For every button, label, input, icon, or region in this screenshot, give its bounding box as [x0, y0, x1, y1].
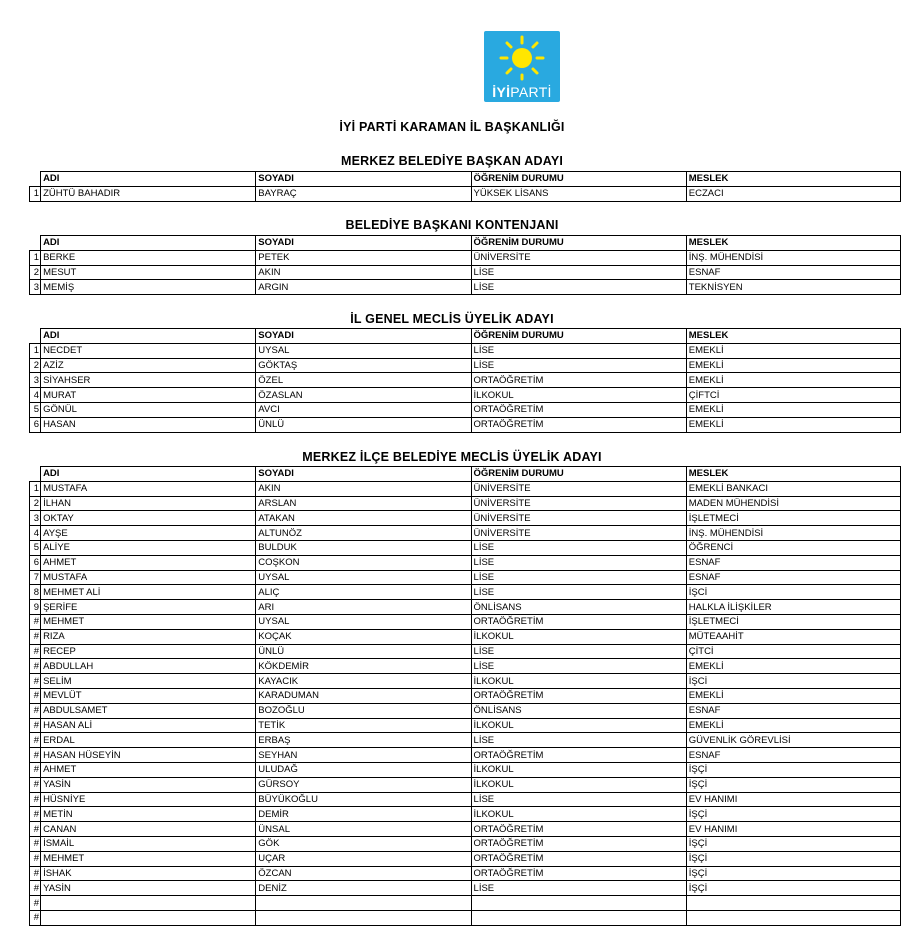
cell-occupation: GÜVENLİK GÖREVLİSİ [686, 733, 900, 748]
cell-occupation: İŞÇİ [686, 807, 900, 822]
row-number: # [30, 748, 41, 763]
cell-education: LİSE [471, 585, 686, 600]
section-title-municipal-council: MERKEZ İLÇE BELEDİYE MECLİS ÜYELİK ADAYI [302, 450, 602, 464]
cell-education: LİSE [471, 555, 686, 570]
table-row [30, 585, 901, 600]
cell-education: ORTAÖĞRETİM [471, 402, 686, 417]
table-row [30, 777, 901, 792]
candidate-table-provincial-council [29, 328, 901, 433]
column-header-occupation: MESLEK [686, 236, 900, 251]
row-number: # [30, 910, 41, 925]
cell-occupation: EMEKLİ [686, 688, 900, 703]
cell-name: METİN [41, 807, 256, 822]
table-row [30, 703, 901, 718]
cell-occupation: İŞÇİ [686, 866, 900, 881]
cell-occupation: ÇİFTCİ [686, 388, 900, 403]
row-number: # [30, 896, 41, 911]
cell-name: MEMİŞ [41, 280, 256, 295]
cell-education: İLKOKUL [471, 807, 686, 822]
row-number: 2 [30, 265, 41, 280]
cell-education: LİSE [471, 881, 686, 896]
row-number: # [30, 718, 41, 733]
row-number: # [30, 659, 41, 674]
cell-education: ORTAÖĞRETİM [471, 851, 686, 866]
cell-occupation: EMEKLİ [686, 417, 900, 432]
cell-education: LİSE [471, 540, 686, 555]
column-header-name: ADI [41, 467, 256, 482]
cell-occupation: MADEN MÜHENDİSİ [686, 496, 900, 511]
cell-surname: ERBAŞ [256, 733, 471, 748]
table-row [30, 644, 901, 659]
cell-name: CANAN [41, 822, 256, 837]
table-row [30, 748, 901, 763]
cell-education: ÖNLİSANS [471, 600, 686, 615]
cell-education: ÜNİVERSİTE [471, 526, 686, 541]
cell-education: LİSE [471, 792, 686, 807]
cell-surname: ARI [256, 600, 471, 615]
row-number: 3 [30, 373, 41, 388]
table-row [30, 511, 901, 526]
cell-education: LİSE [471, 733, 686, 748]
row-number: 3 [30, 511, 41, 526]
cell-name: HASAN HÜSEYİN [41, 748, 256, 763]
row-number-header [30, 329, 41, 344]
cell-occupation: İNŞ. MÜHENDİSİ [686, 526, 900, 541]
column-header-surname: SOYADI [256, 172, 471, 187]
table-row [30, 762, 901, 777]
cell-education: İLKOKUL [471, 629, 686, 644]
row-number: # [30, 822, 41, 837]
row-number: 6 [30, 417, 41, 432]
cell-occupation: İŞÇİ [686, 851, 900, 866]
row-number: # [30, 703, 41, 718]
table-row [30, 265, 901, 280]
cell-education: İLKOKUL [471, 762, 686, 777]
cell-surname: ÜNSAL [256, 822, 471, 837]
table-row [30, 718, 901, 733]
table-row [30, 733, 901, 748]
cell-occupation: EV HANIMI [686, 792, 900, 807]
cell-surname: ÖZASLAN [256, 388, 471, 403]
cell-name: MUSTAFA [41, 570, 256, 585]
table-header-row [30, 467, 901, 482]
table-row [30, 555, 901, 570]
cell-occupation [686, 896, 900, 911]
cell-name: ALİYE [41, 540, 256, 555]
cell-occupation: TEKNİSYEN [686, 280, 900, 295]
column-header-name: ADI [41, 236, 256, 251]
column-header-surname: SOYADI [256, 236, 471, 251]
cell-name [41, 896, 256, 911]
cell-surname: GÜRSOY [256, 777, 471, 792]
cell-surname: ÜNLÜ [256, 417, 471, 432]
row-number: 1 [30, 250, 41, 265]
cell-name: ABDULLAH [41, 659, 256, 674]
cell-occupation: İŞÇİ [686, 762, 900, 777]
cell-name: AZİZ [41, 358, 256, 373]
table-row [30, 792, 901, 807]
cell-occupation: ÖĞRENCİ [686, 540, 900, 555]
page-title: İYİ PARTİ KARAMAN İL BAŞKANLIĞI [339, 120, 565, 134]
cell-surname: TETİK [256, 718, 471, 733]
table-row [30, 614, 901, 629]
cell-name: YASİN [41, 881, 256, 896]
table-row [30, 881, 901, 896]
table-row [30, 600, 901, 615]
row-number-header [30, 236, 41, 251]
cell-name: AHMET [41, 555, 256, 570]
row-number: 8 [30, 585, 41, 600]
table-row [30, 373, 901, 388]
table-row [30, 358, 901, 373]
cell-name: RIZA [41, 629, 256, 644]
cell-education: LİSE [471, 280, 686, 295]
cell-surname: ATAKAN [256, 511, 471, 526]
section-title-provincial-council: İL GENEL MECLİS ÜYELİK ADAYI [350, 312, 554, 326]
cell-name: ZÜHTÜ BAHADIR [41, 186, 256, 201]
cell-name: MUSTAFA [41, 481, 256, 496]
table-row [30, 674, 901, 689]
section-title-mayor-quota: BELEDİYE BAŞKANI KONTENJANI [345, 218, 559, 232]
cell-surname: GÖKTAŞ [256, 358, 471, 373]
row-number: # [30, 866, 41, 881]
cell-education: İLKOKUL [471, 674, 686, 689]
cell-surname: COŞKON [256, 555, 471, 570]
cell-surname [256, 910, 471, 925]
cell-surname: UYSAL [256, 343, 471, 358]
cell-surname: UYSAL [256, 570, 471, 585]
cell-education: LİSE [471, 265, 686, 280]
cell-name: MEHMET [41, 614, 256, 629]
table-row [30, 343, 901, 358]
table-row [30, 659, 901, 674]
cell-name: GÖNÜL [41, 402, 256, 417]
cell-occupation: EMEKLİ [686, 373, 900, 388]
column-header-occupation: MESLEK [686, 172, 900, 187]
row-number: 4 [30, 388, 41, 403]
cell-surname: BOZOĞLU [256, 703, 471, 718]
cell-name: OKTAY [41, 511, 256, 526]
cell-occupation: EMEKLİ BANKACI [686, 481, 900, 496]
cell-education: ÜNİVERSİTE [471, 250, 686, 265]
cell-surname: UÇAR [256, 851, 471, 866]
row-number: # [30, 792, 41, 807]
column-header-education: ÖĞRENİM DURUMU [471, 467, 686, 482]
row-number-header [30, 172, 41, 187]
table-row [30, 280, 901, 295]
cell-name: NECDET [41, 343, 256, 358]
row-number: # [30, 644, 41, 659]
column-header-occupation: MESLEK [686, 329, 900, 344]
cell-surname: ALIÇ [256, 585, 471, 600]
cell-occupation: MÜTEAAHİT [686, 629, 900, 644]
table-row [30, 526, 901, 541]
cell-surname: ARGIN [256, 280, 471, 295]
table-row [30, 402, 901, 417]
cell-occupation: EMEKLİ [686, 358, 900, 373]
cell-education: ORTAÖĞRETİM [471, 417, 686, 432]
cell-name: MEVLÜT [41, 688, 256, 703]
cell-education: ÜNİVERSİTE [471, 496, 686, 511]
row-number: 7 [30, 570, 41, 585]
cell-occupation: İŞCİ [686, 674, 900, 689]
cell-surname: BULDUK [256, 540, 471, 555]
cell-education: ORTAÖĞRETİM [471, 748, 686, 763]
row-number: 2 [30, 496, 41, 511]
row-number: # [30, 629, 41, 644]
column-header-name: ADI [41, 329, 256, 344]
row-number: # [30, 614, 41, 629]
cell-name: SELİM [41, 674, 256, 689]
cell-education: ORTAÖĞRETİM [471, 836, 686, 851]
cell-occupation: EMEKLİ [686, 659, 900, 674]
row-number: 2 [30, 358, 41, 373]
cell-name: MEHMET [41, 851, 256, 866]
row-number: 1 [30, 481, 41, 496]
table-row [30, 910, 901, 925]
cell-education: LİSE [471, 343, 686, 358]
cell-name: BERKE [41, 250, 256, 265]
table-row [30, 836, 901, 851]
cell-occupation: HALKLA İLİŞKİLER [686, 600, 900, 615]
cell-education: ORTAÖĞRETİM [471, 373, 686, 388]
cell-occupation: İŞLETMECİ [686, 614, 900, 629]
table-row [30, 388, 901, 403]
row-number: # [30, 881, 41, 896]
table-row [30, 570, 901, 585]
cell-surname [256, 896, 471, 911]
row-number: # [30, 688, 41, 703]
cell-surname: AVCI [256, 402, 471, 417]
cell-occupation: İŞÇİ [686, 881, 900, 896]
cell-occupation: ESNAF [686, 748, 900, 763]
cell-occupation [686, 910, 900, 925]
column-header-education: ÖĞRENİM DURUMU [471, 236, 686, 251]
table-row [30, 250, 901, 265]
row-number: # [30, 777, 41, 792]
row-number: # [30, 807, 41, 822]
cell-name: HÜSNİYE [41, 792, 256, 807]
cell-education: ORTAÖĞRETİM [471, 822, 686, 837]
cell-education: LİSE [471, 358, 686, 373]
column-header-surname: SOYADI [256, 467, 471, 482]
row-number: 5 [30, 402, 41, 417]
cell-name: HASAN [41, 417, 256, 432]
row-number: # [30, 674, 41, 689]
cell-name [41, 910, 256, 925]
cell-education: ÜNİVERSİTE [471, 511, 686, 526]
cell-education [471, 896, 686, 911]
row-number: 1 [30, 343, 41, 358]
row-number: # [30, 836, 41, 851]
cell-name: ŞERİFE [41, 600, 256, 615]
cell-education: İLKOKUL [471, 388, 686, 403]
table-row [30, 629, 901, 644]
cell-education: ÖNLİSANS [471, 703, 686, 718]
column-header-education: ÖĞRENİM DURUMU [471, 172, 686, 187]
cell-occupation: ECZACI [686, 186, 900, 201]
cell-occupation: İŞLETMECİ [686, 511, 900, 526]
table-row [30, 186, 901, 201]
row-number: 1 [30, 186, 41, 201]
row-number: 3 [30, 280, 41, 295]
cell-name: MEHMET ALİ [41, 585, 256, 600]
cell-occupation: EMEKLİ [686, 402, 900, 417]
cell-surname: BÜYÜKOĞLU [256, 792, 471, 807]
cell-name: SİYAHSER [41, 373, 256, 388]
row-number: 4 [30, 526, 41, 541]
row-number: # [30, 762, 41, 777]
cell-surname: AKIN [256, 481, 471, 496]
cell-name: HASAN ALİ [41, 718, 256, 733]
row-number: # [30, 733, 41, 748]
cell-surname: KAYACIK [256, 674, 471, 689]
table-row [30, 866, 901, 881]
cell-surname: ÖZCAN [256, 866, 471, 881]
table-row [30, 822, 901, 837]
table-row [30, 540, 901, 555]
column-header-occupation: MESLEK [686, 467, 900, 482]
table-row [30, 688, 901, 703]
cell-name: ABDULSAMET [41, 703, 256, 718]
column-header-name: ADI [41, 172, 256, 187]
cell-education: İLKOKUL [471, 718, 686, 733]
cell-name: AYŞE [41, 526, 256, 541]
section-title-mayor-candidate: MERKEZ BELEDİYE BAŞKAN ADAYI [340, 154, 564, 168]
cell-surname: KOÇAK [256, 629, 471, 644]
table-row [30, 851, 901, 866]
table-row [30, 896, 901, 911]
cell-occupation: ESNAF [686, 555, 900, 570]
cell-surname: ARSLAN [256, 496, 471, 511]
cell-education: İLKOKUL [471, 777, 686, 792]
cell-surname: PETEK [256, 250, 471, 265]
table-row [30, 417, 901, 432]
cell-occupation: EMEKLİ [686, 718, 900, 733]
cell-occupation: ESNAF [686, 570, 900, 585]
cell-education: LİSE [471, 570, 686, 585]
cell-education [471, 910, 686, 925]
cell-education: YÜKSEK LİSANS [471, 186, 686, 201]
cell-name: AHMET [41, 762, 256, 777]
candidate-table-municipal-council [29, 466, 901, 926]
cell-name: YASİN [41, 777, 256, 792]
row-number: 9 [30, 600, 41, 615]
cell-surname: ALTUNÖZ [256, 526, 471, 541]
cell-occupation: EMEKLİ [686, 343, 900, 358]
cell-surname: KÖKDEMİR [256, 659, 471, 674]
cell-education: ORTAÖĞRETİM [471, 688, 686, 703]
cell-occupation: ÇİTCİ [686, 644, 900, 659]
cell-surname: AKIN [256, 265, 471, 280]
cell-name: İLHAN [41, 496, 256, 511]
row-number: 6 [30, 555, 41, 570]
cell-education: LİSE [471, 644, 686, 659]
cell-education: LİSE [471, 659, 686, 674]
party-logo [484, 31, 560, 102]
cell-name: MESUT [41, 265, 256, 280]
column-header-education: ÖĞRENİM DURUMU [471, 329, 686, 344]
column-header-surname: SOYADI [256, 329, 471, 344]
cell-name: RECEP [41, 644, 256, 659]
table-header-row [30, 329, 901, 344]
cell-surname: ÜNLÜ [256, 644, 471, 659]
cell-occupation: ESNAF [686, 265, 900, 280]
cell-occupation: ESNAF [686, 703, 900, 718]
table-header-row [30, 172, 901, 187]
cell-surname: GÖK [256, 836, 471, 851]
cell-surname: ÖZEL [256, 373, 471, 388]
candidate-table-mayor-candidate [29, 171, 901, 202]
table-row [30, 496, 901, 511]
cell-occupation: İNŞ. MÜHENDİSİ [686, 250, 900, 265]
cell-surname: SEYHAN [256, 748, 471, 763]
table-row [30, 807, 901, 822]
row-number: # [30, 851, 41, 866]
table-row [30, 481, 901, 496]
cell-surname: DENİZ [256, 881, 471, 896]
cell-education: ÜNİVERSİTE [471, 481, 686, 496]
table-header-row [30, 236, 901, 251]
candidate-table-mayor-quota [29, 235, 901, 295]
row-number-header [30, 467, 41, 482]
cell-surname: KARADUMAN [256, 688, 471, 703]
cell-surname: ULUDAĞ [256, 762, 471, 777]
cell-occupation: EV HANIMI [686, 822, 900, 837]
cell-surname: UYSAL [256, 614, 471, 629]
row-number: 5 [30, 540, 41, 555]
cell-occupation: İŞÇİ [686, 777, 900, 792]
cell-surname: DEMİR [256, 807, 471, 822]
cell-education: ORTAÖĞRETİM [471, 866, 686, 881]
cell-surname: BAYRAÇ [256, 186, 471, 201]
cell-name: ERDAL [41, 733, 256, 748]
cell-occupation: İŞÇİ [686, 836, 900, 851]
cell-name: İSMAİL [41, 836, 256, 851]
cell-name: MURAT [41, 388, 256, 403]
logo-wordmark: İYİPARTİ [492, 84, 552, 100]
cell-education: ORTAÖĞRETİM [471, 614, 686, 629]
cell-name: İSHAK [41, 866, 256, 881]
cell-occupation: İŞCİ [686, 585, 900, 600]
